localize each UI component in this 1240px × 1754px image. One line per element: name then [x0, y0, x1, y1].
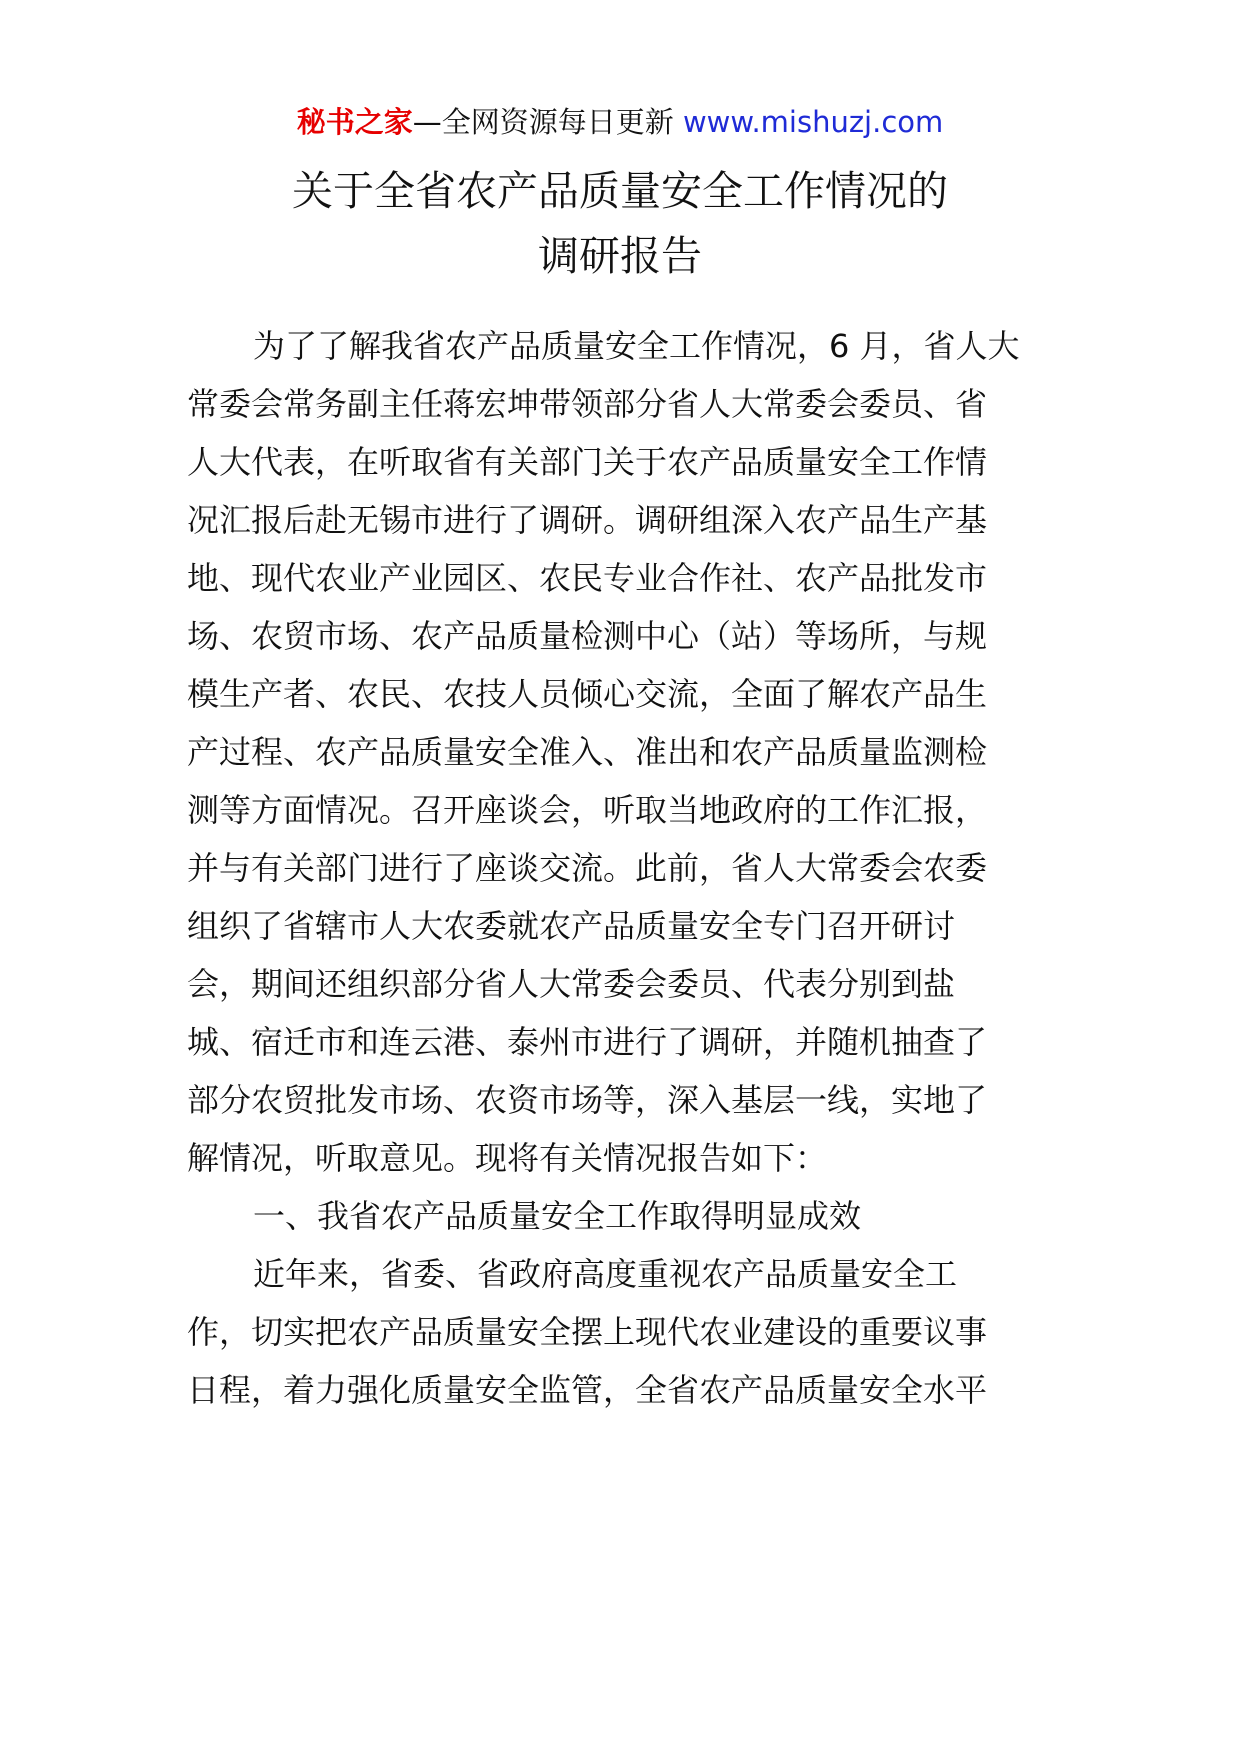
header-tagline: —全网资源每日更新 — [412, 105, 674, 139]
section-heading-1: 一、我省农产品质量安全工作取得明显成效 — [253, 1197, 862, 1235]
body-line-14: 部分农贸批发市场、农资市场等，深入基层一线，实地了 — [187, 1081, 988, 1119]
body-line-7: 模生产者、农民、农技人员倾心交流，全面了解农产品生 — [187, 675, 988, 713]
header-banner — [0, 102, 1240, 142]
body-line-1: 为了了解我省农产品质量安全工作情况，6 月，省人大 — [253, 327, 1020, 365]
body-line-18: 作，切实把农产品质量安全摆上现代农业建设的重要议事 — [187, 1313, 988, 1351]
body-line-4: 况汇报后赴无锡市进行了调研。调研组深入农产品生产基 — [187, 501, 988, 539]
body-line-11: 组织了省辖市人大农委就农产品质量安全专门召开研讨 — [187, 907, 956, 945]
website-link[interactable]: www.mishuzj.com — [682, 105, 944, 139]
document-title-line-1: 关于全省农产品质量安全工作情况的 — [292, 167, 948, 215]
body-line-19: 日程，着力强化质量安全监管，全省农产品质量安全水平 — [187, 1371, 988, 1409]
body-line-13: 城、宿迁市和连云港、泰州市进行了调研，并随机抽查了 — [187, 1023, 988, 1061]
body-line-9: 测等方面情况。召开座谈会，听取当地政府的工作汇报， — [187, 791, 988, 829]
body-line-2: 常委会常务副主任蒋宏坤带领部分省人大常委会委员、省 — [187, 385, 988, 423]
brand-name: 秘书之家 — [296, 105, 413, 139]
body-line-15: 解情况，听取意见。现将有关情况报告如下： — [187, 1139, 828, 1177]
body-line-12: 会，期间还组织部分省人大常委会委员、代表分别到盐 — [187, 965, 956, 1003]
body-line-5: 地、现代农业产业园区、农民专业合作社、农产品批发市 — [187, 559, 988, 597]
document-title-line-2: 调研报告 — [538, 232, 702, 280]
body-line-6: 场、农贸市场、农产品质量检测中心（站）等场所，与规 — [187, 617, 988, 655]
body-line-17: 近年来，省委、省政府高度重视农产品质量安全工 — [253, 1255, 958, 1293]
body-line-10: 并与有关部门进行了座谈交流。此前，省人大常委会农委 — [187, 849, 988, 887]
body-line-8: 产过程、农产品质量安全准入、准出和农产品质量监测检 — [187, 733, 988, 771]
body-line-3: 人大代表，在听取省有关部门关于农产品质量安全工作情 — [187, 443, 988, 481]
